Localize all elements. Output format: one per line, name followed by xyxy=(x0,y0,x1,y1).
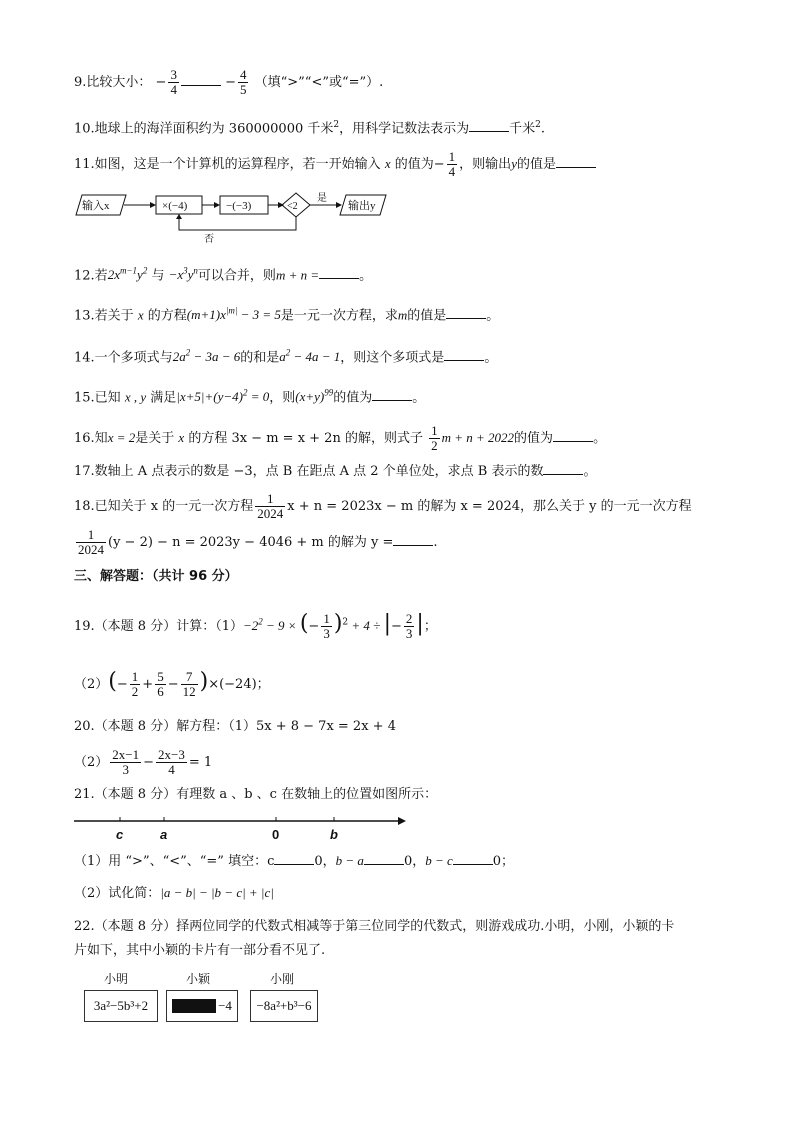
question-17: 17.数轴上 A 点表示的数是 −3，点 B 在距点 A 点 2 个单位处，求点 B 表示的数 。 xyxy=(74,464,597,479)
card-label-xiaoying: 小颖 xyxy=(186,972,211,986)
question-16: 16.知x = 2是关于 x 的方程 3x − m = x + 2n 的解，则式子 $\frac{1}{2}$ m + n + 2022的值为 。 xyxy=(74,423,607,453)
nl-label-0: 0 xyxy=(272,827,280,842)
number-line xyxy=(72,812,412,842)
question-19: 19.（本题 8 分）计算：$(1)-2^2 - 9$ × (− $\frac{1}{3}$ )$^2$ + 4 ÷ |− $\frac{2}{3}$ |； xyxy=(74,611,437,641)
question-21-part1: （1）用 “>”、“<”、“=” 填空：c 0，b − a 0，b − c 0； xyxy=(74,853,515,869)
card-label-xiaoming: 小明 xyxy=(104,972,129,986)
hidden-part xyxy=(172,999,216,1013)
question-12: 12.若$2x^{m-1}y^2$ 与 $-x^3y^n$可以合并，则m + n = 。 xyxy=(74,266,373,284)
question-21: 21.（本题 8 分）有理数 a 、b 、c 在数轴上的位置如图所示： xyxy=(74,787,438,802)
question-11: 11.如图，这是一个计算机的运算程序，若一开始输入 x 的值为− $\frac{1}{4}$ ，则输出y的值是 xyxy=(74,150,596,179)
nl-label-c: c xyxy=(116,827,124,842)
nl-label-b: b xyxy=(330,827,338,842)
card-label-xiaogang: 小刚 xyxy=(270,972,295,986)
card-xiaogang: −8a²+b³−6 xyxy=(250,990,318,1022)
question-13: 13.若关于 x 的方程$(m+1)x^{|m|} - 3 = 5$是一元一次方程，求m的值是 。 xyxy=(74,306,500,324)
question-22-line1: 22.（本题 8 分）择两位同学的代数式相减等于第三位同学的代数式，则游戏成功.小明，小刚，小颖的卡 xyxy=(74,919,675,934)
flowchart xyxy=(74,190,394,246)
flow-step1: ×(−4) xyxy=(162,200,188,212)
question-22-line2: 片如下，其中小颖的卡片有一部分看不见了. xyxy=(74,943,326,958)
flow-cond: <2 xyxy=(287,201,298,212)
question-14: 14.一个多项式与$2a^2 - 3a - 6$的和是$a^2 - 4a - 1$，则这个多项式是 。 xyxy=(74,348,498,366)
section-3-heading: 三、解答题：（共计 96 分） xyxy=(74,569,238,584)
question-15: 15.已知 x , y 满足$|x+5|+(y-4)^2 = 0$，则$(x+y)^{99}$的值为 。 xyxy=(74,388,426,406)
flow-input: 输入x xyxy=(82,200,110,212)
card-xiaoying: −4 xyxy=(166,990,238,1022)
question-20-part2: （2） $\frac{2x-1}{3}$ − $\frac{2x-3}{4}$ = 1 xyxy=(74,747,213,777)
flow-no: 否 xyxy=(204,234,214,245)
question-9: 9.比较大小： − $\frac{3}{4}$ − $\frac{4}{5}$ （填“>”“<”或“=”）. xyxy=(74,67,384,97)
question-18-line1: 18.已知关于 x 的一元一次方程 $\frac{1}{2024}$ x + n = 2023x − m 的解为 x = 2024，那么关于 y 的一元一次方程 xyxy=(74,491,692,521)
nl-label-a: a xyxy=(160,827,168,842)
flow-output: 输出y xyxy=(348,200,376,212)
question-10: 10.地球上的海洋面积约为 360000000 千米$^2$，用科学记数法表示为 千米$^2$. xyxy=(74,120,546,137)
question-21-part2: （2）试化简：|a − b| − |b − c| + |c| xyxy=(74,885,274,901)
question-20: 20.（本题 8 分）解方程：（1）5x + 8 − 7x = 2x + 4 xyxy=(74,719,396,734)
flow-step2: −(−3) xyxy=(226,200,252,212)
question-19-part2: （2）(− $\frac{1}{2}$ + $\frac{5}{6}$ − $\frac{7}{12}$ )×(−24)； xyxy=(74,669,270,699)
card-xiaoming: 3a²−5b³+2 xyxy=(84,990,158,1022)
flow-yes: 是 xyxy=(317,193,327,204)
question-18-line2: $\frac{1}{2024}$ (y − 2) − n = 2023y − 4046 + m 的解为 y = . xyxy=(78,527,438,557)
